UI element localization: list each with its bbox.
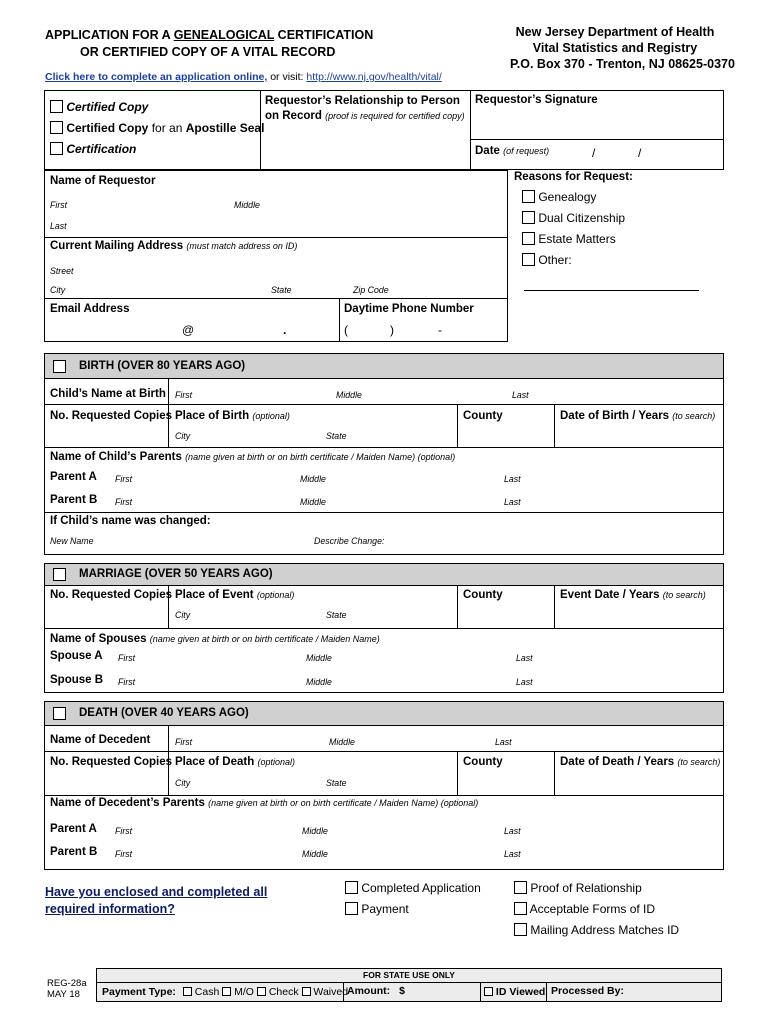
reason-estate-matters[interactable]: Estate Matters [522,232,616,246]
describe-change-field[interactable]: Describe Change: [314,536,385,546]
place-of-birth-label: Place of Birth (optional) [175,410,290,422]
check-payment[interactable]: Payment [345,902,409,916]
birth-parent-b-label: Parent B [50,494,98,506]
amount-field[interactable]: Amount: $ [347,985,405,997]
checklist-question-line1: Have you enclosed and completed all [45,885,268,899]
date-of-death-field[interactable]: Date of Death / Years (to search) [560,756,721,768]
dual-citizenship-checkbox[interactable] [522,211,535,224]
reason-other[interactable]: Other: [522,253,572,267]
decedent-first-field[interactable]: First [175,737,193,747]
proof-of-relationship-checkbox[interactable] [514,881,527,894]
death-parent-b-first[interactable]: First [115,849,133,859]
apostille-checkbox[interactable] [50,121,63,134]
check-mailing-address-matches[interactable]: Mailing Address Matches ID [514,923,679,937]
spouse-b-label: Spouse B [50,674,104,686]
death-county-field[interactable]: County [463,756,503,768]
date-field[interactable]: Date (of request) [475,145,550,157]
death-copies-field[interactable]: No. Requested Copies [50,756,173,768]
mailing-address-matches-checkbox[interactable] [514,923,527,936]
relationship-field[interactable]: Requestor’s Relationship to Person on Record (proof is required for certified copy) [265,95,465,122]
processed-by-field[interactable]: Processed By: [551,985,624,997]
option-certified-copy[interactable]: Certified Copy [50,100,148,114]
check-proof-of-relationship[interactable]: Proof of Relationship [514,881,642,895]
phone-open-paren[interactable]: ( [344,323,348,337]
other-reason-line[interactable] [524,290,699,291]
requestor-first-field[interactable]: First [50,200,68,210]
birth-parent-a-last[interactable]: Last [504,474,521,484]
spouse-b-middle[interactable]: Middle [306,677,332,687]
spouse-a-label: Spouse A [50,650,103,662]
option-apostille[interactable]: Certified Copy for an Apostille Seal [50,121,264,135]
spouse-a-first[interactable]: First [118,653,136,663]
death-parent-a-last[interactable]: Last [504,826,521,836]
date-separator-1: / [592,146,596,160]
certification-checkbox[interactable] [50,142,63,155]
zip-field[interactable]: Zip Code [353,285,389,295]
spouse-b-last[interactable]: Last [516,677,533,687]
birth-parent-b-first[interactable]: First [115,497,133,507]
completed-application-checkbox[interactable] [345,881,358,894]
option-certification[interactable]: Certification [50,142,136,156]
spouse-a-last[interactable]: Last [516,653,533,663]
id-viewed-checkbox[interactable] [484,987,493,996]
decedent-parents-label: Name of Decedent’s Parents (name given at birth or on birth certificate / Maiden Name) (optional) [50,797,479,809]
name-changed-label: If Child’s name was changed: [50,515,211,527]
online-application-link[interactable]: Click here to complete an application online, [45,71,268,83]
state-field[interactable]: State [271,285,292,295]
spouses-label: Name of Spouses (name given at birth or on birth certificate / Maiden Name) [50,633,380,645]
death-checkbox[interactable] [53,707,66,720]
date-separator-2: / [638,146,642,160]
requestor-name-label: Name of Requestor [50,175,156,187]
city-field[interactable]: City [50,285,66,295]
form-title-line2: OR CERTIFIED COPY OF A VITAL RECORD [80,45,336,59]
birth-city-field[interactable]: City [175,431,191,441]
id-viewed-field[interactable]: ID Viewed [484,986,545,998]
birth-copies-field[interactable]: No. Requested Copies [50,410,173,422]
birth-parent-b-middle[interactable]: Middle [300,497,326,507]
acceptable-id-checkbox[interactable] [514,902,527,915]
birth-parent-a-middle[interactable]: Middle [300,474,326,484]
reason-genealogy[interactable]: Genealogy [522,190,596,204]
phone-close-paren: ) [390,323,394,337]
death-parent-b-middle[interactable]: Middle [302,849,328,859]
agency-name: New Jersey Department of Health [515,25,715,39]
child-last-field[interactable]: Last [512,390,529,400]
reasons-label: Reasons for Request: [514,171,633,183]
birth-county-field[interactable]: County [463,410,503,422]
state-use-label: FOR STATE USE ONLY [363,970,455,980]
child-name-label: Child’s Name at Birth [50,388,166,400]
date-of-birth-field[interactable]: Date of Birth / Years (to search) [560,410,716,422]
agency-address: P.O. Box 370 - Trenton, NJ 08625-0370 [510,57,735,71]
marriage-state-field[interactable]: State [326,610,347,620]
birth-header-label: BIRTH (OVER 80 YEARS AGO) [79,360,246,372]
phone-dash: - [438,323,442,337]
check-acceptable-id[interactable]: Acceptable Forms of ID [514,902,655,916]
email-at-sign[interactable]: @ [182,323,195,337]
requestor-middle-field[interactable]: Middle [234,200,260,210]
requestor-box [44,170,508,342]
mailing-address-label: Current Mailing Address (must match address on ID) [50,240,298,252]
death-state-field[interactable]: State [326,778,347,788]
waived-checkbox[interactable] [302,987,311,996]
payment-checkbox[interactable] [345,902,358,915]
decedent-middle-field[interactable]: Middle [329,737,355,747]
death-parent-a-middle[interactable]: Middle [302,826,328,836]
place-of-death-label: Place of Death (optional) [175,756,295,768]
death-parent-a-label: Parent A [50,823,97,835]
death-parent-b-label: Parent B [50,846,98,858]
estate-matters-checkbox[interactable] [522,232,535,245]
marriage-copies-field[interactable]: No. Requested Copies [50,589,173,601]
genealogy-checkbox[interactable] [522,190,535,203]
payment-type-row: Payment Type: Cash M/O Check Waived [102,986,349,998]
reason-dual-citizenship[interactable]: Dual Citizenship [522,211,625,225]
birth-parent-a-first[interactable]: First [115,474,133,484]
spouse-a-middle[interactable]: Middle [306,653,332,663]
death-parent-b-last[interactable]: Last [504,849,521,859]
street-field[interactable]: Street [50,266,74,276]
form-date: MAY 18 [47,989,80,1000]
marriage-checkbox[interactable] [53,568,66,581]
check-checkbox[interactable] [257,987,266,996]
decedent-name-label: Name of Decedent [50,734,151,746]
birth-parent-b-last[interactable]: Last [504,497,521,507]
check-completed-application[interactable]: Completed Application [345,881,481,895]
online-link-line: Click here to complete an application online, or visit: http://www.nj.gov/health/vital/ [45,71,442,83]
form-title-line1: APPLICATION FOR A GENEALOGICAL CERTIFICATION [45,28,374,42]
form-id: REG-28a [47,978,87,989]
spouse-b-first[interactable]: First [118,677,136,687]
birth-state-field[interactable]: State [326,431,347,441]
phone-label: Daytime Phone Number [344,303,474,315]
other-checkbox[interactable] [522,253,535,266]
cash-checkbox[interactable] [183,987,192,996]
birth-checkbox[interactable] [53,360,66,373]
marriage-header-label: MARRIAGE (OVER 50 YEARS AGO) [79,568,273,580]
child-parents-label: Name of Child’s Parents (name given at birth or on birth certificate / Maiden Name) (optional) [50,451,456,463]
marriage-city-field[interactable]: City [175,610,191,620]
event-date-field[interactable]: Event Date / Years (to search) [560,589,706,601]
death-section [44,701,724,870]
new-name-field[interactable]: New Name [50,536,94,546]
marriage-county-field[interactable]: County [463,589,503,601]
agency-division: Vital Statistics and Registry [532,41,698,55]
death-header-label: DEATH (OVER 40 YEARS AGO) [79,707,249,719]
vital-records-url[interactable]: http://www.nj.gov/health/vital/ [306,71,442,83]
death-city-field[interactable]: City [175,778,191,788]
birth-parent-a-label: Parent A [50,471,97,483]
certified-copy-checkbox[interactable] [50,100,63,113]
child-middle-field[interactable]: Middle [336,390,362,400]
email-label: Email Address [50,303,130,315]
place-of-event-label: Place of Event (optional) [175,589,295,601]
decedent-last-field[interactable]: Last [495,737,512,747]
email-dot: . [283,323,287,337]
checklist-question-line2: required information? [45,902,175,916]
child-first-field[interactable]: First [175,390,193,400]
requestor-last-field[interactable]: Last [50,221,67,231]
signature-field[interactable]: Requestor’s Signature [475,94,598,106]
mo-checkbox[interactable] [222,987,231,996]
death-parent-a-first[interactable]: First [115,826,133,836]
